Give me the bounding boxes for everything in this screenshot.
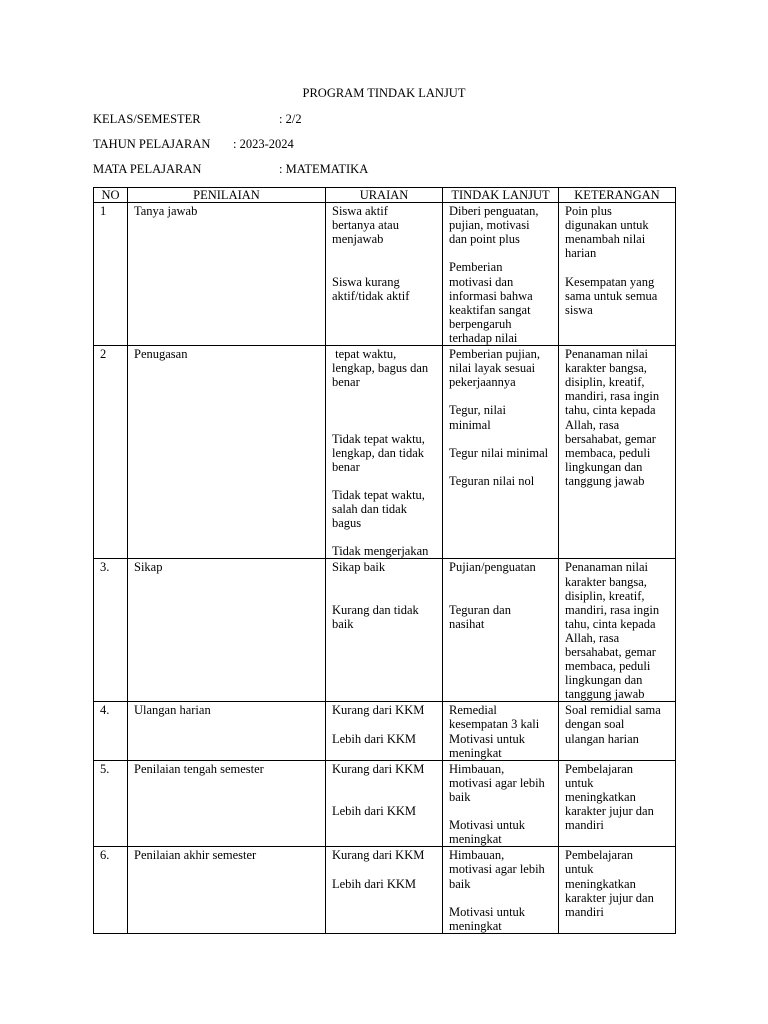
- cell-tindak-lanjut: Himbauan, motivasi agar lebih baik Motivasi untuk meningkat: [443, 847, 559, 934]
- cell-keterangan: Pembelajaran untuk meningkatkan karakter jujur dan mandiri: [559, 847, 676, 934]
- cell-keterangan: Poin plus digunakan untuk menambah nilai harian Kesempatan yang sama untuk semua siswa: [559, 203, 676, 346]
- table-row: [94, 203, 676, 346]
- header-uraian: URAIAN: [326, 188, 443, 203]
- cell-tindak-lanjut: Remedial kesempatan 3 kali Motivasi untuk meningkat: [443, 702, 559, 760]
- table-row: [94, 702, 676, 760]
- cell-tindak-lanjut: Diberi penguatan, pujian, motivasi dan point plus Pemberian motivasi dan informasi bahwa keaktifan sangat berpengaruh terhadap nilai: [443, 203, 559, 346]
- cell-penilaian: Penugasan: [128, 346, 326, 559]
- cell-uraian: Siswa aktif bertanya atau menjawab Siswa kurang aktif/tidak aktif: [326, 203, 443, 346]
- table-header-row: [94, 188, 676, 203]
- cell-no: 3.: [94, 559, 128, 702]
- cell-keterangan: Penanaman nilai karakter bangsa, disiplin, kreatif, mandiri, rasa ingin tahu, cinta kepada Allah, rasa bersahabat, gemar membaca, peduli lingkungan dan tanggung jawab: [559, 346, 676, 559]
- cell-no: 1: [94, 203, 128, 346]
- cell-penilaian: Sikap: [128, 559, 326, 702]
- meta-label: TAHUN PELAJARAN: [93, 137, 211, 151]
- cell-tindak-lanjut: Pemberian pujian, nilai layak sesuai pekerjaannya Tegur, nilai minimal Tegur nilai minimal Teguran nilai nol: [443, 346, 559, 559]
- meta-label: KELAS/SEMESTER: [93, 112, 201, 126]
- table-row: [94, 847, 676, 934]
- header-tindak-lanjut: TINDAK LANJUT: [443, 188, 559, 203]
- cell-uraian: tepat waktu, lengkap, bagus dan benar Tidak tepat waktu, lengkap, dan tidak benar Tidak tepat waktu, salah dan tidak bagus Tidak mengerjakan: [326, 346, 443, 559]
- follow-up-table: [93, 187, 676, 934]
- meta-value: : 2/2: [279, 112, 302, 126]
- cell-no: 6.: [94, 847, 128, 934]
- table-row: [94, 346, 676, 559]
- cell-keterangan: Soal remidial sama dengan soal ulangan harian: [559, 702, 676, 760]
- header-no: NO: [94, 188, 128, 203]
- cell-uraian: Sikap baik Kurang dan tidak baik: [326, 559, 443, 702]
- cell-no: 5.: [94, 760, 128, 847]
- header-keterangan: KETERANGAN: [559, 188, 676, 203]
- cell-keterangan: Penanaman nilai karakter bangsa, disiplin, kreatif, mandiri, rasa ingin tahu, cinta kepada Allah, rasa bersahabat, gemar membaca, peduli lingkungan dan tanggung jawab: [559, 559, 676, 702]
- cell-no: 4.: [94, 702, 128, 760]
- table-row: [94, 559, 676, 702]
- meta-value: : MATEMATIKA: [279, 162, 369, 176]
- cell-keterangan: Pembelajaran untuk meningkatkan karakter jujur dan mandiri: [559, 760, 676, 847]
- cell-tindak-lanjut: Pujian/penguatan Teguran dan nasihat: [443, 559, 559, 702]
- cell-penilaian: Penilaian tengah semester: [128, 760, 326, 847]
- cell-penilaian: Ulangan harian: [128, 702, 326, 760]
- document-title: PROGRAM TINDAK LANJUT: [302, 86, 466, 100]
- cell-penilaian: Penilaian akhir semester: [128, 847, 326, 934]
- cell-penilaian: Tanya jawab: [128, 203, 326, 346]
- meta-academic-year: [93, 137, 294, 152]
- header-penilaian: PENILAIAN: [128, 188, 326, 203]
- meta-class-semester: [93, 112, 302, 127]
- cell-tindak-lanjut: Himbauan, motivasi agar lebih baik Motivasi untuk meningkat: [443, 760, 559, 847]
- cell-no: 2: [94, 346, 128, 559]
- cell-uraian: Kurang dari KKM Lebih dari KKM: [326, 702, 443, 760]
- meta-value: : 2023-2024: [233, 137, 294, 151]
- meta-label: MATA PELAJARAN: [93, 162, 202, 176]
- cell-uraian: Kurang dari KKM Lebih dari KKM: [326, 760, 443, 847]
- table-row: [94, 760, 676, 847]
- meta-subject: [93, 162, 369, 177]
- cell-uraian: Kurang dari KKM Lebih dari KKM: [326, 847, 443, 934]
